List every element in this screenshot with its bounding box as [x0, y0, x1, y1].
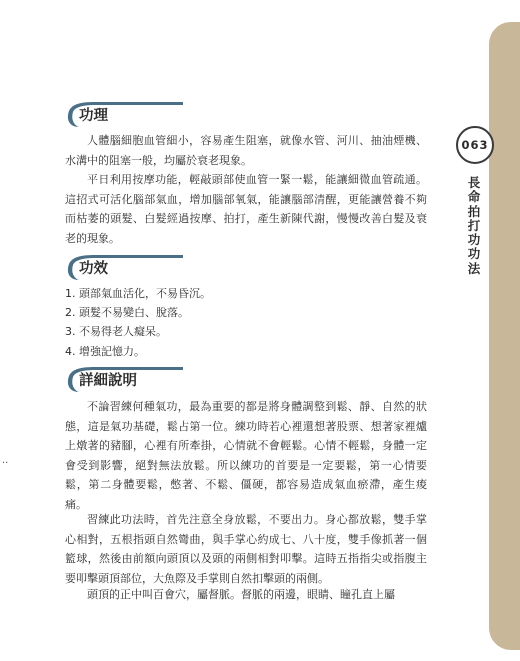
- list-item: 1. 頭部氣血活化，不易昏沉。: [65, 287, 211, 300]
- effects-list: [65, 284, 425, 361]
- paragraph: 平日利用按摩功能，輕敲頭部使血管一緊一鬆，能讓細微血管疏通。這招式可活化腦部氣血，增加腦部氧氣，能讓腦部清醒，更能讓營養不夠而枯萎的頭髮、白髮經過按摩、拍打，產生新陳代謝，慢慢改善白髮及衰老的現象。: [65, 173, 427, 245]
- section-heading-text: 功效: [79, 261, 108, 277]
- paragraph: 不論習練何種氣功，最為重要的都是將身體調整到鬆、靜、自然的狀態，這是氣功基礎，鬆占第一位。練功時若心裡還想著股票、想著家裡爐上燉著的豬腳，心裡有所牽掛，心情就不會輕鬆。心情不輕鬆，身體一定會受到影響，絕對無法放鬆。所以練功的首要是一定要鬆，第一心情要鬆，第二身體要鬆，憋著、不鬆、僵硬，都容易造成氣血瘀滯，產生痠痛。: [65, 400, 427, 511]
- paragraph: 頭頂的正中叫百會穴，屬督脈。督脈的兩邊，眼睛、瞳孔直上屬: [87, 588, 395, 601]
- chapter-side-tab: [489, 22, 520, 650]
- section-heading-effects: [65, 254, 185, 282]
- list-item: 2. 頭髮不易變白、脫落。: [65, 306, 189, 320]
- list-item: 3. 不易得老人癡呆。: [65, 325, 167, 339]
- list-item: 4. 增強記憶力。: [65, 344, 145, 358]
- section-heading-text: 詳細說明: [79, 373, 137, 389]
- paragraph: 人體腦細胞血管細小，容易產生阻塞，就像水管、河川、抽油煙機、水溝中的阻塞一般，均屬於衰老現象。: [65, 134, 427, 167]
- section-heading-text: 功理: [79, 108, 108, 124]
- section-heading-details: [65, 366, 185, 394]
- section-heading-principle: [65, 101, 185, 129]
- edge-mark: ..: [2, 455, 9, 466]
- paragraph: 習練此功法時，首先注意全身放鬆，不要出力。身心都放鬆，雙手掌心相對，五根指頭自然彎曲，與手掌心約成七、八十度，雙手像抓著一個籃球，然後由前額向頭頂以及頭的兩側相對叩擊。這時五指指尖或指腹主要叩擊頭頂部位，大魚際及手掌則自然扣擊頭的兩側。: [65, 513, 427, 585]
- chapter-vertical-title: 長命拍打功功法: [467, 175, 481, 276]
- page-number: 063: [456, 126, 494, 164]
